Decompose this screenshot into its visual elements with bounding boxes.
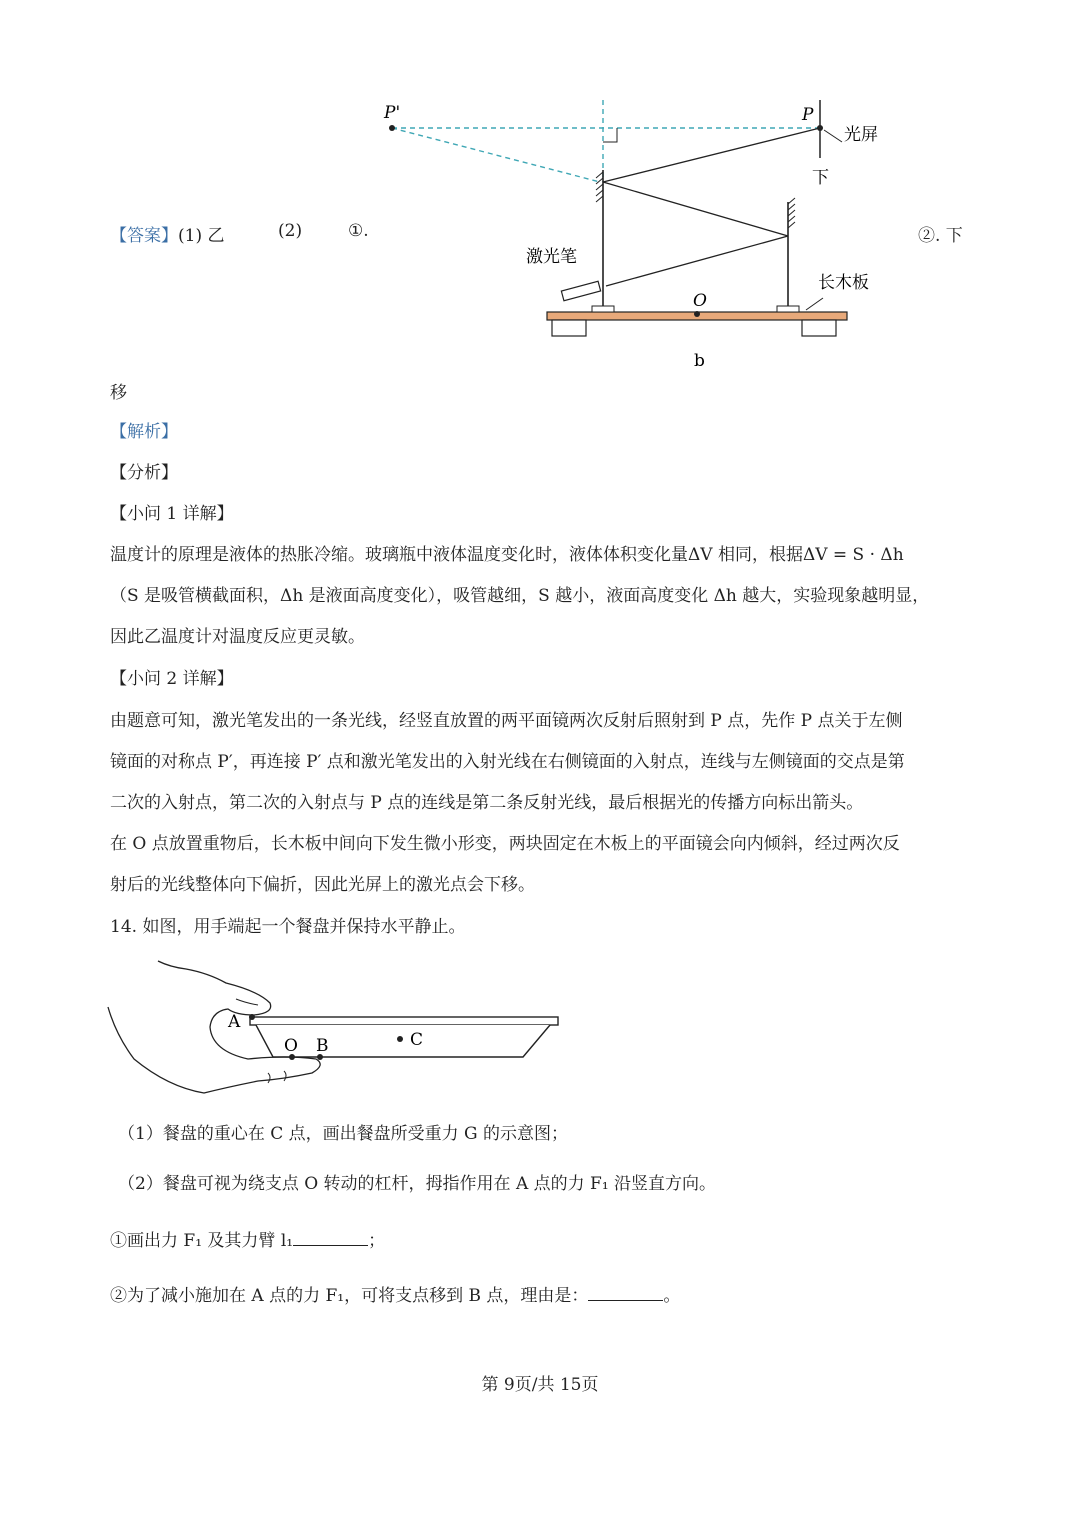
q14-stem: 14. 如图，用手端起一个餐盘并保持水平静止。: [110, 917, 466, 937]
board-label: 长木板: [818, 273, 869, 293]
q2-heading: 【小问 2 详解】: [110, 669, 234, 689]
answer-part1: (1) 乙: [178, 226, 225, 246]
virtual-ray-line: [392, 128, 600, 182]
answer-circ2: ②. 下: [918, 226, 963, 246]
item2-text: ②为了减小施加在 A 点的力 F₁，可将支点移到 B 点，理由是：: [110, 1286, 589, 1306]
left-mirror-base: [592, 306, 614, 312]
c-label: C: [410, 1030, 424, 1050]
answer-line: [110, 221, 224, 246]
q14-sub1: （1）餐盘的重心在 C 点，画出餐盘所受重力 G 的示意图；: [118, 1124, 569, 1144]
thumb-nail: [236, 999, 258, 1005]
q2-line-3: 二次的入射点，第二次的入射点与 P 点的连线是第二条反射光线，最后根据光的传播方向标出箭头。: [110, 793, 864, 813]
o-label-tray: O: [284, 1036, 298, 1056]
b-label: B: [316, 1036, 329, 1056]
a-point: [249, 1014, 255, 1020]
second-reflected-ray: [603, 128, 820, 182]
q1-heading: 【小问 1 详解】: [110, 504, 234, 524]
answer-blank-2[interactable]: [588, 1282, 663, 1301]
right-angle-mark: [603, 128, 617, 142]
p-prime-point: [389, 125, 395, 131]
q2-line-4: 在 O 点放置重物后，长木板中间向下发生微小形变，两块固定在木板上的平面镜会向内倾斜，经过两次反: [110, 834, 900, 854]
item2-end: 。: [663, 1286, 681, 1306]
down-label: 下: [812, 168, 829, 188]
finger-creases: [268, 1071, 286, 1083]
laser-label: 激光笔: [526, 247, 577, 267]
left-mirror-hatch: [596, 172, 603, 202]
tray-rim: [250, 1017, 558, 1025]
tray-body: [256, 1025, 550, 1057]
screen-label: 光屏: [844, 125, 878, 145]
c-point: [397, 1036, 403, 1042]
answer-part2: (2): [278, 221, 303, 241]
figure-caption: b: [694, 351, 705, 371]
right-mirror-hatch: [788, 198, 795, 228]
p-label: P: [802, 105, 814, 125]
laser-pen: [561, 281, 600, 300]
answer-wrap: 移: [110, 383, 127, 403]
mirror-diagram: [370, 90, 878, 380]
page-footer: 第 9页/共 15页: [481, 1375, 599, 1395]
left-support: [552, 320, 586, 336]
p-prime-label: P': [384, 103, 401, 123]
q1-line-3: 因此乙温度计对温度反应更灵敏。: [110, 627, 365, 647]
right-support: [802, 320, 836, 336]
q2-line-1: 由题意可知，激光笔发出的一条光线，经竖直放置的两平面镜两次反射后照射到 P 点，先作 P 点关于左侧: [110, 711, 903, 731]
q2-line-5: 射后的光线整体向下偏折，因此光屏上的激光点会下移。: [110, 875, 535, 895]
item1-text: ①画出力 F₁ 及其力臂 l₁: [110, 1231, 294, 1251]
a-label: A: [228, 1012, 241, 1032]
incident-ray: [606, 236, 788, 286]
board-leader: [806, 298, 823, 310]
right-mirror-base: [777, 306, 799, 312]
q14-item2: [110, 1282, 680, 1308]
o-label: O: [693, 291, 707, 311]
fenxi-heading: 【分析】: [110, 463, 178, 483]
q14-sub2: （2）餐盘可视为绕支点 O 转动的杠杆，拇指作用在 A 点的力 F₁ 沿竖直方向。: [118, 1174, 717, 1194]
q14-item1: [110, 1227, 385, 1253]
q1-line-1: 温度计的原理是液体的热胀冷缩。玻璃瓶中液体温度变化时，液体体积变化量ΔV 相同，根据ΔV = S · Δh: [110, 545, 904, 565]
tray-diagram: [108, 955, 568, 1100]
o-point: [694, 311, 700, 317]
answer-blank-1[interactable]: [293, 1227, 368, 1246]
item1-end: ；: [368, 1231, 386, 1251]
screen-leader: [824, 130, 842, 142]
answer-tag: 【答案】: [110, 226, 178, 246]
answer-circ1: ①.: [348, 221, 369, 241]
analysis-tag: 【解析】: [110, 422, 178, 442]
first-reflected-ray: [603, 182, 788, 236]
q2-line-2: 镜面的对称点 P′，再连接 P′ 点和激光笔发出的入射光线在右侧镜面的入射点，连线与左侧镜面的交点是第: [110, 752, 905, 772]
q1-line-2: （S 是吸管横截面积，Δh 是液面高度变化），吸管越细，S 越小，液面高度变化 Δh 越大，实验现象越明显，: [110, 586, 930, 606]
